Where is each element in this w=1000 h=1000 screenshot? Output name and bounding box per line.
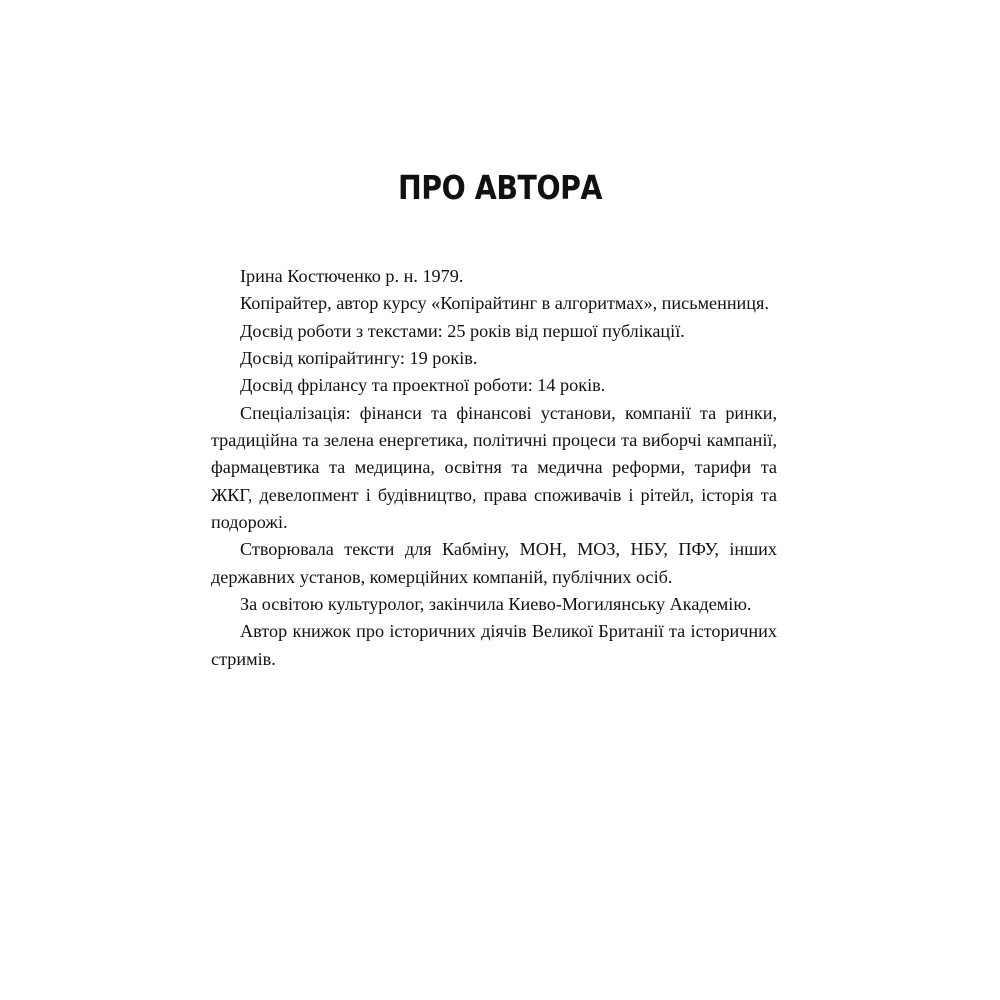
bio-paragraph-name: Ірина Костюченко р. н. 1979.: [240, 266, 464, 286]
page-title: ПРО АВТОРА: [397, 168, 603, 207]
bio-paragraph-education: За освітою культуролог, закінчила Киево-Могилянську Академію.: [240, 594, 752, 615]
bio-paragraph-text-experience: Досвід роботи з текстами: 25 років від першої публікації.: [240, 320, 685, 341]
bio-paragraph-profession: Копірайтер, автор курсу «Копірайтинг в алгоритмах», письменниця.: [240, 293, 769, 314]
bio-paragraph-specialization: Спеціалізація: фінанси та фінансові установи, компанії та ринки, традиційна та зелена енергетика, політичні процеси та виборчі кампанії, фармацевтика та медицина, освітня та медична реформи, тарифи та ЖКГ, девелопмент і будівництво, права споживачів і рітейл, історія та подорожі.: [211, 402, 777, 533]
bio-paragraph-clients: Створювала тексти для Кабміну, МОН, МОЗ, НБУ, ПФУ, інших державних установ, комерційних компаній, публічних осіб.: [211, 539, 777, 587]
author-bio: [211, 263, 777, 673]
bio-paragraph-copywriting-experience: Досвід копірайтингу: 19 років.: [240, 348, 478, 369]
bio-paragraph-books: Автор книжок про історичних діячів Великої Британії та історичних стримів.: [211, 621, 777, 669]
bio-paragraph-freelance-experience: Досвід фрілансу та проектної роботи: 14 років.: [240, 375, 606, 396]
